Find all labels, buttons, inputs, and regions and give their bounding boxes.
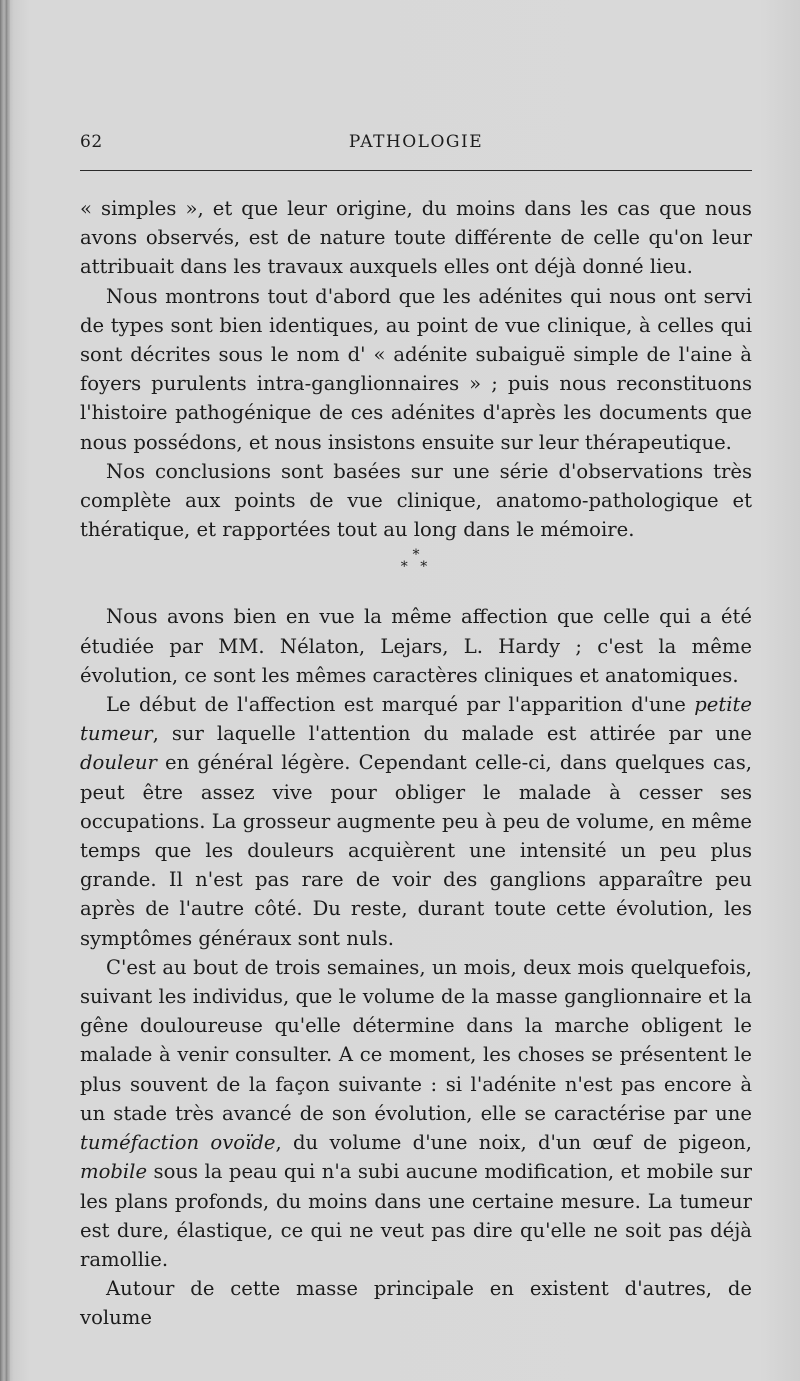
asterism-bottom: * * bbox=[400, 559, 432, 576]
paragraph-3: Nos conclusions sont basées sur une série d'observations très complète aux points de vue clinique, anatomo-pathologique et thératique, et rapportées tout au long dans le mémoire. bbox=[80, 459, 752, 542]
paragraph-1: « simples », et que leur origine, du moins dans les cas que nous avons observés, est de nature toute différente de celle qu'on leur attribuait dans les travaux auxquels elles ont déjà donné lieu. bbox=[80, 197, 752, 279]
paragraph-5-text-e: en général légère. Cependant celle-ci, dans quelques cas, peut être assez vive pour obliger le malade à cesser ses occupations. La grosseur augmente peu à peu de volume, en même temps que les douleurs acquièrent une intensité un peu plus grande. Il n'est pas rare de voir des ganglions apparaître peu après de l'autre côté. Du reste, durant toute cette évolution, les symptômes généraux sont nuls. bbox=[80, 751, 752, 950]
paragraph-6-text-c: , du volume d'une noix, d'un œuf de pigeon, bbox=[275, 1131, 752, 1155]
paragraph-6-text-a: C'est au bout de trois semaines, un mois, deux mois quelquefois, suivant les individus, que le volume de la masse ganglionnaire et la gêne douloureuse qu'elle détermine dans la marche obligent le malade à venir consulter. A ce moment, les choses se présentent le plus souvent de la façon suivante : si l'adénite n'est pas encore à un stade très avancé de son évolution, elle se caractérise par une bbox=[80, 955, 752, 1125]
paragraph-6 bbox=[80, 953, 752, 1274]
running-title: PATHOLOGIE bbox=[348, 132, 484, 152]
body-text bbox=[80, 194, 752, 1333]
paragraph-5-italic-douleur: douleur bbox=[80, 751, 157, 775]
header-rule bbox=[80, 170, 752, 171]
page-binding-edge bbox=[0, 0, 10, 1381]
paragraph-6-italic-mobile: mobile bbox=[80, 1160, 148, 1184]
paragraph-5 bbox=[80, 690, 752, 953]
paragraph-6-text-e: sous la peau qui n'a subi aucune modification, et mobile sur les plans profonds, du moins dans une certaine mesure. La tumeur est dure, élastique, ce qui ne veut pas dire qu'elle ne soit pas déjà ramollie. bbox=[80, 1160, 752, 1271]
paragraph-5-italic-petite-tumeur: petite tumeur bbox=[80, 693, 752, 746]
paragraph-7: Autour de cette masse principale en existent d'autres, de volume bbox=[80, 1277, 752, 1330]
asterism-top: * bbox=[412, 547, 420, 564]
paragraph-2: Nous montrons tout d'abord que les adénites qui nous ont servi de types sont bien identiques, au point de vue clinique, à celles qui sont décrites sous le nom d' « adénite subaiguë simple de l'aine à foyers purulents intra-ganglionnaires » ; puis nous reconstituons l'histoire pathogénique de ces adénites d'après les documents que nous possédons, et nous insistons ensuite sur leur thérapeutique. bbox=[80, 284, 752, 454]
page-header bbox=[80, 132, 752, 156]
asterism-separator bbox=[80, 544, 752, 602]
page-number: 62 bbox=[80, 132, 103, 152]
paragraph-6-italic-tumefaction-ovoide: tuméfaction ovoïde bbox=[80, 1131, 276, 1155]
paragraph-5-text-a: Le début de l'affection est marqué par l'apparition d'une bbox=[106, 693, 695, 717]
paragraph-5-text-c: , sur laquelle l'attention du malade est attirée par une bbox=[152, 722, 752, 746]
paragraph-4: Nous avons bien en vue la même affection que celle qui a été étudiée par MM. Nélaton, Lejars, L. Hardy ; c'est la même évolution, ce sont les mêmes caractères cliniques et anatomiques. bbox=[80, 605, 752, 687]
